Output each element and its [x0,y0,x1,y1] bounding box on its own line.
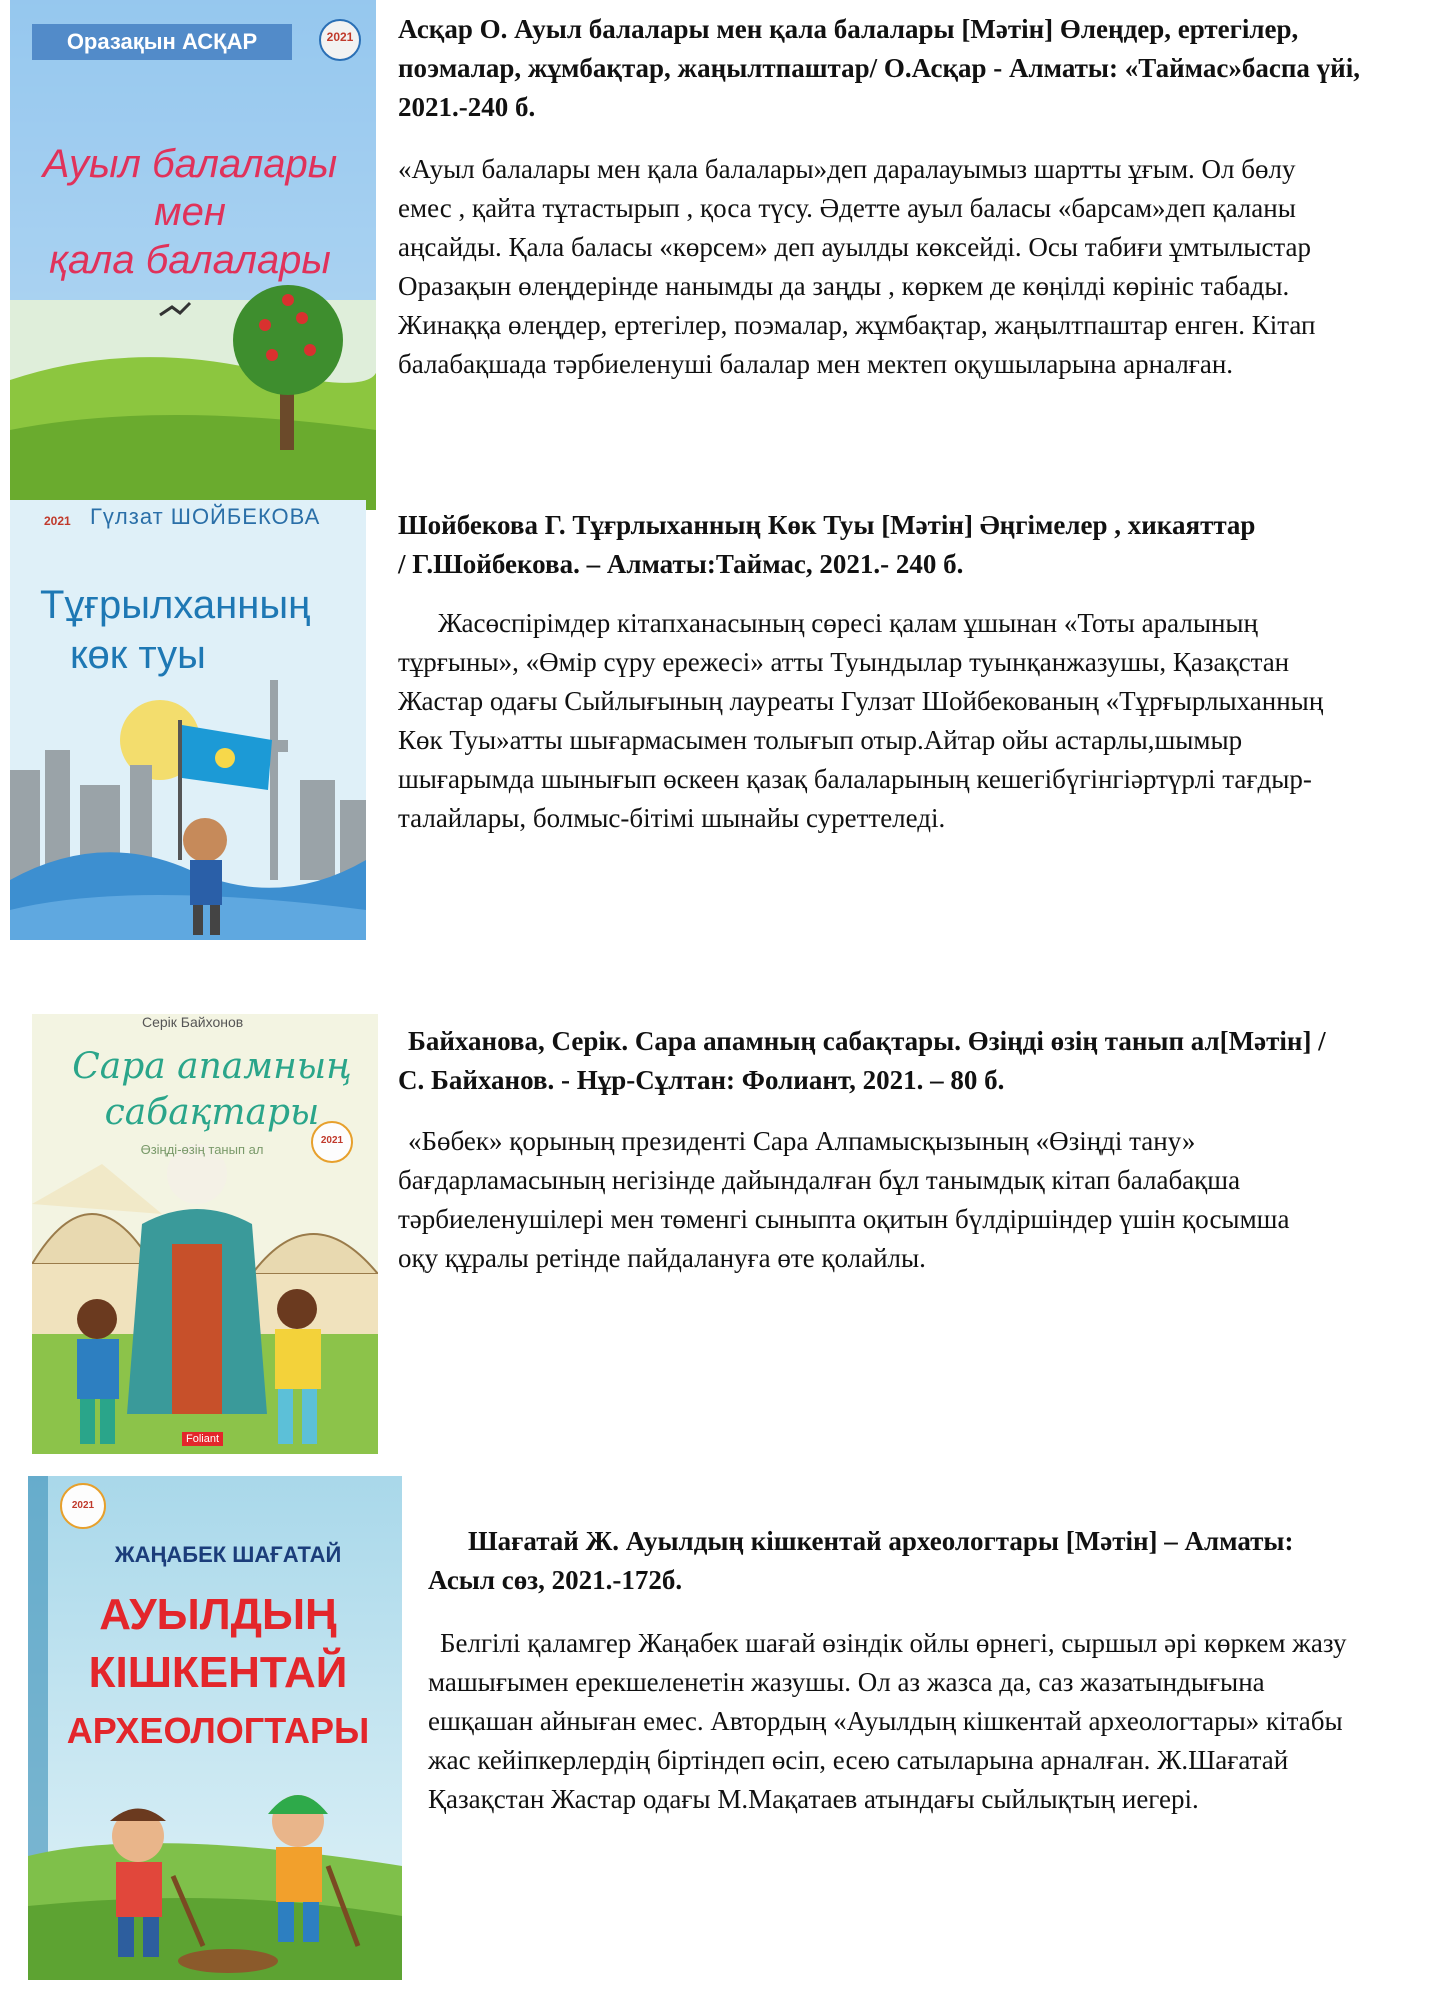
entry-2-title: Шойбекова Г. Тұғрлыханның Көк Туы [Мәтін] Әңгімелер , хикаяттар / Г.Шойбекова. – Алматы:Таймас, 2021.- 240 б. [398,510,1256,579]
cover-1-title [30,140,350,284]
cover-4-title-line1: АУЫЛДЫҢ [99,1590,337,1639]
cover-2-title-line2: көк туы [70,633,206,677]
cover-2-badge: 2021 [44,514,71,528]
cover-1-title-line3: қала балалары [49,238,331,282]
entry-1-body: «Ауыл балалары мен қала балалары»деп даралауымыз шартты ұғым. Ол бөлу емес , қайта тұтастырып , қоса түсу. Әдетте ауыл баласы «барсам»деп қаланы аңсайды. Қала баласы «көрсем» деп ауылды көксейді. Осы табиғи ұмтылыстар Оразақын өлеңдерінде нанымды да заңды , көркем де көңілді көрініс табады. Жинаққа өлеңдер, ертегілер, поэмалар, жұмбақтар, жаңылтпаштар енген. Кітап балабақшада тәрбиеленуші балалар мен мектеп оқушыларына арналған. [398,154,1316,379]
cover-1-title-line1: Ауыл балалары [42,142,338,186]
cover-4-title-line2: КІШКЕНТАЙ [88,1648,348,1697]
cover-4-title [48,1586,388,1760]
cover-4-author: ЖАҢАБЕК ШАҒАТАЙ [114,1542,342,1567]
cover-2-art [10,500,366,940]
cover-3-badge: 2021 [320,1135,344,1146]
entry-4-title: Шағатай Ж. Ауылдың кішкентай археологтары [Мәтін] – Алматы: Асыл сөз, 2021.-172б. [428,1526,1294,1595]
entry-2-body: Жасөспірімдер кітапханасының сөресі қалам ұшынан «Тоты аралының тұрғыны», «Өмір сүру ережесі» атты Туындылар туынқанжазушы, Қазақстан Жастар одағы Сыйлығының лауреаты Гулзат Шойбекованың «Тұрғырлыханның Көк Туы»атты шығармасымен толығып отыр.Айтар ойы астарлы,шымыр шығарымда шынығып өскеен қазақ балаларының кешегібүгінгіәртүрлі тағдыр-талайлары, болмыс-бітімі шынайы суреттеледі. [398,608,1324,833]
book-cover-1 [10,0,376,510]
cover-3-publisher: Foliant [182,1432,223,1446]
cover-3-title-line2: сабақтары [104,1092,320,1133]
cover-3-title [62,1044,362,1136]
entry-1-title: Асқар О. Ауыл балалары мен қала балалары [Мәтін] Өлеңдер, ертегілер, поэмалар, жұмбақтар, жаңылтпаштар/ О.Асқар - Алматы: «Таймас»баспа үйі, 2021.-240 б. [398,14,1360,122]
cover-4-title-line3: АРХЕОЛОГТАРЫ [66,1710,370,1751]
book-cover-2 [10,500,366,940]
book-cover-3 [32,1014,378,1454]
cover-1-badge: 2021 [326,30,354,44]
cover-2-title [40,580,340,680]
cover-3-title-line1: Сара апамның [72,1046,352,1087]
entry-3-body: «Бөбек» қорының президенті Сара Алпамысқызының «Өзіңді тану» бағдарламасының негізінде дайындалған бұл танымдық кітап балабақша тәрбиеленушілері мен төменгі сыныпта оқитын бүлдіршіндер үшін қосымша оқу құралы ретінде пайдалануға өте қолайлы. [398,1126,1290,1273]
cover-4-badge: 2021 [71,1500,95,1511]
entry-4-body: Белгілі қаламгер Жаңабек шағай өзіндік ойлы өрнегі, сыршыл әрі көркем жазу машығымен ерекшеленетін жазушы. Ол аз жазса да, саз жазатындығына ешқашан айныған емес. Автордың «Ауылдың кішкентай археологтары» кітабы жас кейіпкерлердің біртіндеп өсіп, есею сатыларына арналған. Ж.Шағатай Қазақстан Жастар одағы М.Мақатаев атындағы сыйлықтың иегері. [428,1628,1347,1814]
cover-1-author: Оразақын АСҚАР [66,29,258,54]
cover-3-author: Серік Байхонов [142,1014,244,1030]
cover-3-subtitle: Өзіңді-өзің танып ал [140,1142,264,1157]
cover-2-author: Гүлзат ШОЙБЕКОВА [90,504,321,529]
cover-2-title-line1: Тұғрылханның [40,583,311,627]
entry-3-title: Байханова, Серік. Сара апамның сабақтары. Өзіңді өзің танып ал[Мәтін] / С. Байханов. - Нұр-Сұлтан: Фолиант, 2021. – 80 б. [398,1026,1326,1095]
book-cover-4 [28,1476,402,1980]
cover-1-title-line2: мен [154,190,226,234]
